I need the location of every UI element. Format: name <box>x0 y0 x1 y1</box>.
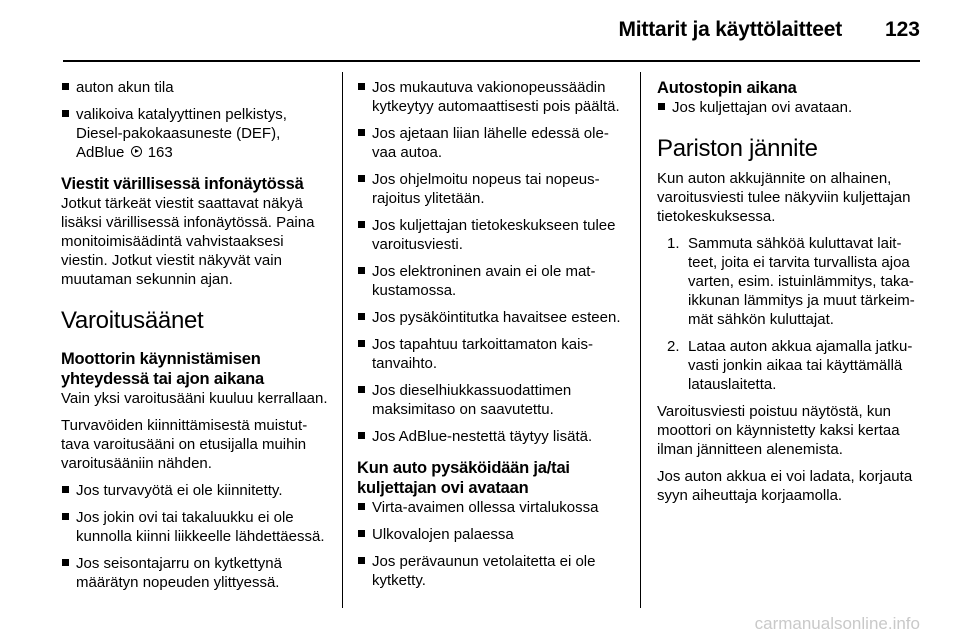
watermark: carmanualsonline.info <box>754 614 920 633</box>
column-1 <box>61 78 329 600</box>
bullet-square-icon <box>358 557 365 564</box>
list-item: Jos ohjelmoitu nopeus tai nopeusrajoitus ylitetään. <box>357 170 625 208</box>
list-item: Jos seisontajarru on kytkettynä määrätyn nopeuden ylittyessä. <box>61 554 329 592</box>
list-item: Jos AdBlue-nestettä täytyy lisätä. <box>357 427 625 446</box>
bullet-square-icon <box>62 486 69 493</box>
paragraph: Turvavöiden kiinnittämisestä muistuttava varoitusääni on etusijalla muihin varoitusääniin nähden. <box>61 417 308 472</box>
bullet-square-icon <box>62 513 69 520</box>
list-item: Jos perävaunun vetolaitetta ei ole kytketty. <box>357 552 625 590</box>
column-3 <box>657 78 925 513</box>
list-item: Jos jokin ovi tai takaluukku ei ole kunnolla kiinni liikkeelle lähdettäessä. <box>61 508 329 546</box>
list-item: Jos tapahtuu tarkoittamaton kaistanvaihto. <box>357 335 625 373</box>
bullet-square-icon <box>62 83 69 90</box>
list-item: valikoiva katalyyttinen pelkistys, Diesel-pakokaasuneste (DEF), AdBlue 163 <box>61 105 329 162</box>
section-heading: Moottorin käynnistämisen yhteydessä tai ajon aikana <box>61 350 264 388</box>
section-heading: Viestit värillisessä infonäytössä <box>61 175 304 193</box>
list-item: Jos pysäköintitutka havaitsee esteen. <box>357 308 625 327</box>
bullet-square-icon <box>358 175 365 182</box>
bullet-square-icon <box>358 503 365 510</box>
page-reference-arrow-icon <box>131 146 142 157</box>
bullet-square-icon <box>658 103 665 110</box>
list-item: Virta-avaimen ollessa virtalukossa <box>357 498 625 517</box>
numbered-step: 2. Lataa auton akkua ajamalla jatkuvasti jonkin aikaa tai käyttämällä latauslaitetta. <box>667 338 913 393</box>
numbered-step: 1. Sammuta sähköä kuluttavat laitteet, joita ei tarvita turvallista ajoa varten, esim. istuinlämmitys, takaikkunan lämmitys ja muut tärkeimmät sähkön kuluttajat. <box>667 235 915 328</box>
page-title: Mittarit ja käyttölaitteet <box>618 18 842 41</box>
bullet-square-icon <box>358 129 365 136</box>
page-header <box>0 0 960 62</box>
paragraph: Varoitusviesti poistuu näytöstä, kun moottori on käynnistetty kaksi kertaa ilman jännitteen alenemista. <box>657 403 900 458</box>
bullet-square-icon <box>358 83 365 90</box>
bullet-square-icon <box>358 313 365 320</box>
bullet-square-icon <box>358 221 365 228</box>
page-number: 123 <box>884 18 920 41</box>
list-item: Jos elektroninen avain ei ole matkustamossa. <box>357 262 625 300</box>
list-item: Jos kuljettajan tietokeskukseen tulee varoitusviesti. <box>357 216 625 254</box>
column-2 <box>357 78 625 598</box>
bullet-square-icon <box>358 530 365 537</box>
section-heading: Kun auto pysäköidään ja/tai kuljettajan ovi avataan <box>357 459 570 497</box>
paragraph: Jos auton akkua ei voi ladata, korjauta syyn aiheuttaja korjaamolla. <box>657 468 913 504</box>
list-item: Jos mukautuva vakionopeussäädin kytkeytyy automaattisesti pois päältä. <box>357 78 625 116</box>
header-divider <box>63 60 920 62</box>
list-item: Jos dieselhiukkassuodattimen maksimitaso on saavutettu. <box>357 381 625 419</box>
bullet-square-icon <box>62 110 69 117</box>
list-item: Jos turvavyötä ei ole kiinnitetty. <box>61 481 329 500</box>
list-item: Jos ajetaan liian lähelle edessä olevaa autoa. <box>357 124 625 162</box>
bullet-square-icon <box>358 432 365 439</box>
page-reference[interactable]: 163 <box>147 144 173 161</box>
list-item: Jos kuljettajan ovi avataan. <box>657 98 925 117</box>
paragraph: Vain yksi varoitusääni kuuluu kerrallaan. <box>61 390 328 407</box>
paragraph: Kun auton akkujännite on alhainen, varoitusviesti tulee näkyviin kuljettajan tietokeskuksessa. <box>657 170 911 225</box>
bullet-square-icon <box>358 386 365 393</box>
paragraph: Jotkut tärkeät viestit saattavat näkyä lisäksi värillisessä infonäytössä. Paina monitoimisäädintä vahvistaaksesi viestin. Jotkut viestit näkyvät vain muutaman sekunnin ajan. <box>61 195 315 288</box>
bullet-square-icon <box>358 267 365 274</box>
column-divider <box>342 72 343 608</box>
chapter-heading: Varoitusäänet <box>61 307 204 334</box>
chapter-heading: Pariston jännite <box>657 135 818 162</box>
column-divider <box>640 72 641 608</box>
section-heading: Autostopin aikana <box>657 79 797 97</box>
list-item: auton akun tila <box>61 78 329 97</box>
list-item: Ulkovalojen palaessa <box>357 525 625 544</box>
bullet-square-icon <box>62 559 69 566</box>
bullet-square-icon <box>358 340 365 347</box>
